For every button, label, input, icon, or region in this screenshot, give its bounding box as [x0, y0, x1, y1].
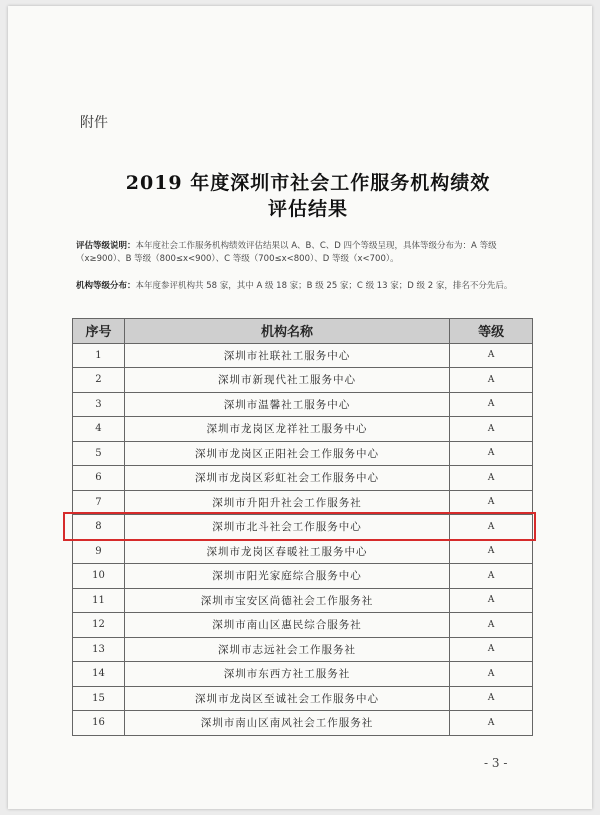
attachment-label: 附件	[80, 115, 108, 131]
row-grade: A	[450, 417, 533, 442]
row-org-name: 深圳市龙岗区春暖社工服务中心	[124, 539, 449, 564]
row-grade: A	[450, 613, 533, 638]
row-grade: A	[450, 490, 533, 515]
grade-explanation	[76, 240, 536, 266]
header-index: 序号	[73, 319, 125, 344]
row-grade: A	[450, 539, 533, 564]
header-grade: 等级	[450, 319, 533, 344]
grade-distribution	[76, 280, 536, 293]
table-body	[73, 343, 533, 735]
row-org-name: 深圳市东西方社工服务社	[124, 662, 449, 687]
grade-explanation-label: 评估等级说明：	[76, 241, 136, 251]
row-org-name: 深圳市新现代社工服务中心	[124, 368, 449, 393]
table-row	[73, 490, 533, 515]
grade-distribution-label: 机构等级分布：	[76, 281, 136, 291]
table-row	[73, 417, 533, 442]
row-grade: A	[450, 564, 533, 589]
row-org-name: 深圳市温馨社工服务中心	[124, 392, 449, 417]
row-org-name: 深圳市龙岗区龙祥社工服务中心	[124, 417, 449, 442]
row-org-name: 深圳市升阳升社会工作服务社	[124, 490, 449, 515]
row-org-name: 深圳市阳光家庭综合服务中心	[124, 564, 449, 589]
row-grade: A	[450, 588, 533, 613]
table-row	[73, 368, 533, 393]
table-row	[73, 343, 533, 368]
document-title-line1: 2019 年度深圳市社会工作服务机构绩效	[125, 172, 491, 194]
row-index: 13	[73, 637, 125, 662]
table-row	[73, 564, 533, 589]
row-org-name: 深圳市龙岗区彩虹社会工作服务中心	[124, 466, 449, 491]
table-row	[73, 613, 533, 638]
table-row	[73, 515, 533, 540]
row-grade: A	[450, 392, 533, 417]
table-row	[73, 539, 533, 564]
grade-explanation-text: 本年度社会工作服务机构绩效评估结果以 A、B、C、D 四个等级呈现，具体等级分布为：A 等级（x≥900）、B 等级（800≤x<900）、C 等级（700≤x<800）、D 等级（x<700）。	[76, 241, 497, 264]
table-row	[73, 466, 533, 491]
row-index: 3	[73, 392, 125, 417]
row-grade: A	[450, 662, 533, 687]
row-grade: A	[450, 466, 533, 491]
row-org-name: 深圳市北斗社会工作服务中心	[124, 515, 449, 540]
page-number: - 3 -	[484, 756, 508, 770]
row-index: 2	[73, 368, 125, 393]
table-row	[73, 711, 533, 736]
grade-distribution-text: 本年度参评机构共 58 家，其中 A 级 18 家；B 级 25 家；C 级 13 家；D 级 2 家，排名不分先后。	[135, 281, 513, 291]
table-row	[73, 588, 533, 613]
row-index: 9	[73, 539, 125, 564]
row-grade: A	[450, 515, 533, 540]
row-grade: A	[450, 441, 533, 466]
row-index: 5	[73, 441, 125, 466]
row-grade: A	[450, 343, 533, 368]
row-index: 1	[73, 343, 125, 368]
row-index: 14	[73, 662, 125, 687]
row-index: 15	[73, 686, 125, 711]
row-index: 4	[73, 417, 125, 442]
row-index: 8	[73, 515, 125, 540]
table-row	[73, 662, 533, 687]
row-org-name: 深圳市南山区南风社会工作服务社	[124, 711, 449, 736]
table-header-row	[73, 319, 533, 344]
row-index: 11	[73, 588, 125, 613]
header-org-name: 机构名称	[124, 319, 449, 344]
table-row	[73, 441, 533, 466]
results-table	[72, 318, 533, 736]
table-row	[73, 637, 533, 662]
table-row	[73, 392, 533, 417]
row-index: 16	[73, 711, 125, 736]
row-org-name: 深圳市龙岗区至诚社会工作服务中心	[124, 686, 449, 711]
row-grade: A	[450, 368, 533, 393]
row-index: 6	[73, 466, 125, 491]
table-row	[73, 686, 533, 711]
row-grade: A	[450, 637, 533, 662]
row-org-name: 深圳市社联社工服务中心	[124, 343, 449, 368]
row-index: 12	[73, 613, 125, 638]
row-org-name: 深圳市宝安区尚德社会工作服务社	[124, 588, 449, 613]
row-org-name: 深圳市志远社会工作服务社	[124, 637, 449, 662]
row-grade: A	[450, 711, 533, 736]
row-grade: A	[450, 686, 533, 711]
document-title-line2: 评估结果	[267, 198, 348, 220]
row-index: 7	[73, 490, 125, 515]
row-org-name: 深圳市龙岗区正阳社会工作服务中心	[124, 441, 449, 466]
row-org-name: 深圳市南山区惠民综合服务社	[124, 613, 449, 638]
row-index: 10	[73, 564, 125, 589]
